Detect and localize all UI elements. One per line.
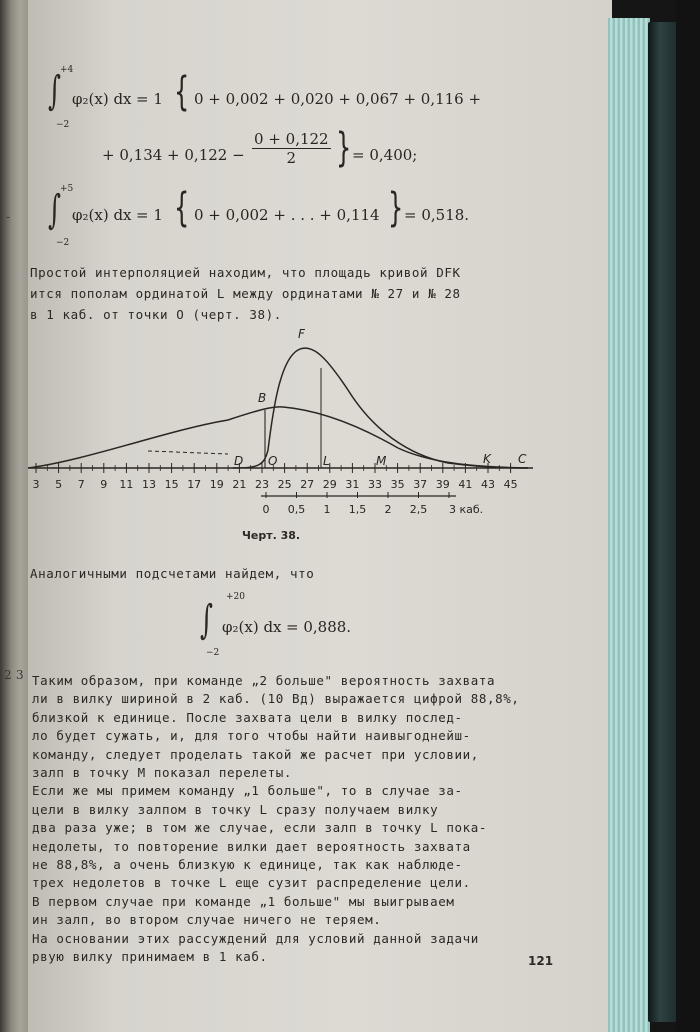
paragraph-interpolation — [30, 262, 461, 325]
text-line: ится пополам ординатой L между ординатами № 27 и № 28 — [30, 286, 461, 301]
text-line: недолеты, то повторение вилки дает вероятность захвата — [32, 838, 471, 854]
label-F: F — [298, 327, 305, 341]
text-line: ло будет сужать, и, для того чтобы найти наивыгоднейш- — [32, 728, 471, 744]
lower-limit: −2 — [206, 648, 220, 658]
paragraph-analogous: Аналогичными подсчетами найдем, что — [30, 566, 315, 581]
result: = 0,400; — [352, 146, 418, 164]
paragraph-conclusion — [32, 672, 520, 967]
fraction-denominator: 2 — [286, 149, 297, 167]
x-tick-label: 45 — [503, 478, 518, 491]
result: = 0,888. — [286, 618, 352, 636]
x-tick-label: 13 — [142, 478, 156, 491]
cab-tick-label: 1,5 — [348, 503, 367, 516]
text-line: близкой к единице. После захвата цели в вилку послед- — [32, 709, 463, 725]
prev-page-fragment: 2 — [4, 668, 12, 682]
prev-page-fragment: - — [6, 210, 11, 224]
x-tick-label: 35 — [390, 478, 405, 491]
text-line: цели в вилку залпом в точку L сразу получаем вилку — [32, 801, 439, 817]
page-number: 121 — [528, 954, 554, 968]
x-tick-label: 5 — [55, 478, 63, 491]
text-line: команду, следует проделать такой же расчет при условии, — [32, 746, 479, 762]
integrand: φ₂(x) dx — [222, 618, 282, 636]
lower-limit: −2 — [56, 120, 70, 130]
background-right — [676, 0, 700, 1032]
label-K: K — [483, 452, 491, 466]
lower-limit: −2 — [56, 238, 70, 248]
text-line: в 1 каб. от точки O (черт. 38). — [30, 307, 282, 322]
integrand: φ₂(x) dx — [72, 206, 132, 224]
right-brace: } — [336, 125, 352, 171]
integral-sign: ∫ — [200, 597, 213, 643]
label-D: D — [234, 454, 244, 468]
x-tick-label: 11 — [119, 478, 134, 491]
x-tick-label: 27 — [300, 478, 315, 491]
integral-sign: ∫ — [48, 68, 61, 114]
text-line: ин залп, во втором случае ничего не теряем. — [32, 912, 382, 928]
x-tick-label: 31 — [345, 478, 360, 491]
upper-limit: +4 — [60, 65, 74, 75]
text-line: На основании этих рассуждений для условий данной задачи — [32, 930, 479, 946]
previous-page-edge — [0, 0, 28, 1032]
x-tick-label: 41 — [458, 478, 473, 491]
text-line: не 88,8%, а очень близкую к единице, так как наблюде- — [32, 857, 463, 873]
x-tick-label: 33 — [368, 478, 382, 491]
x-tick-label: 21 — [232, 478, 247, 491]
x-tick-label: 29 — [322, 478, 337, 491]
cab-tick-label: 0 — [262, 503, 270, 516]
label-C: C — [518, 452, 527, 466]
sum: 0 + 0,002 + . . . + 0,114 — [194, 206, 380, 224]
label-B: B — [258, 391, 267, 405]
result: = 0,518. — [404, 206, 470, 224]
x-tick-label: 23 — [255, 478, 269, 491]
x-tick-label: 19 — [209, 478, 224, 491]
cab-tick-label: 2 — [384, 503, 392, 516]
integral-sign: ∫ — [48, 187, 61, 233]
x-tick-label: 17 — [187, 478, 202, 491]
x-tick-label: 15 — [164, 478, 179, 491]
label-M: M — [376, 454, 387, 468]
cab-tick-label: 3 каб. — [449, 503, 484, 516]
sum-line-2: + 0,134 + 0,122 − — [102, 146, 245, 164]
book-cover — [648, 22, 678, 1022]
cab-tick-label: 0,5 — [287, 503, 306, 516]
fraction-numerator: 0 + 0,122 — [254, 130, 329, 148]
figure-caption: Черт. 38. — [242, 529, 301, 542]
x-tick-label: 7 — [77, 478, 85, 491]
text-line: Простой интерполяцией находим, что площадь кривой DFK — [30, 265, 461, 280]
label-L: L — [323, 454, 330, 468]
x-tick-label: 43 — [481, 478, 495, 491]
dashed-line — [148, 451, 228, 454]
upper-limit: +5 — [60, 184, 74, 194]
text-line: Таким образом, при команде „2 больше" вероятность захвата — [32, 673, 496, 688]
upper-limit: +20 — [226, 592, 245, 602]
text-line: трех недолетов в точке L еще сузит распределение цели. — [32, 875, 471, 891]
x-tick-label: 3 — [32, 478, 40, 491]
text-line: Если же мы примем команду „1 больше", то в случае за- — [32, 783, 463, 799]
cab-tick-label: 2,5 — [409, 503, 428, 516]
figure-38 — [28, 320, 548, 540]
prev-page-fragment: 3 — [16, 668, 24, 682]
text-line: В первом случае при команде „1 больше" мы выигрываем — [32, 893, 455, 909]
fraction — [252, 130, 331, 167]
curve-wide — [28, 407, 528, 468]
curve-narrow — [233, 348, 528, 468]
text-line: ли в вилку шириной в 2 каб. (10 Вд) выражается цифрой 88,8%, — [32, 691, 520, 707]
sum-line-1: 0 + 0,002 + 0,020 + 0,067 + 0,116 + — [194, 90, 482, 108]
equals-coef: = 1 — [136, 206, 163, 224]
x-tick-label: 25 — [277, 478, 292, 491]
x-tick-label: 37 — [413, 478, 428, 491]
page-edges — [608, 18, 650, 1032]
text-line: два раза уже; в том же случае, если залп в точку L пока- — [32, 820, 488, 836]
x-tick-label: 9 — [100, 478, 108, 491]
x-tick-label: 39 — [435, 478, 450, 491]
right-brace: } — [388, 185, 404, 231]
book-page — [28, 0, 612, 1032]
equals-coef: = 1 — [136, 90, 163, 108]
text-line: залп в точку M показал перелеты. — [32, 765, 293, 781]
left-brace: { — [174, 69, 190, 115]
cab-tick-label: 1 — [323, 503, 331, 516]
integrand: φ₂(x) dx — [72, 90, 132, 108]
text-line: рвую вилку принимаем в 1 каб. — [32, 949, 268, 965]
left-brace: { — [174, 185, 190, 231]
label-O: O — [268, 454, 278, 468]
